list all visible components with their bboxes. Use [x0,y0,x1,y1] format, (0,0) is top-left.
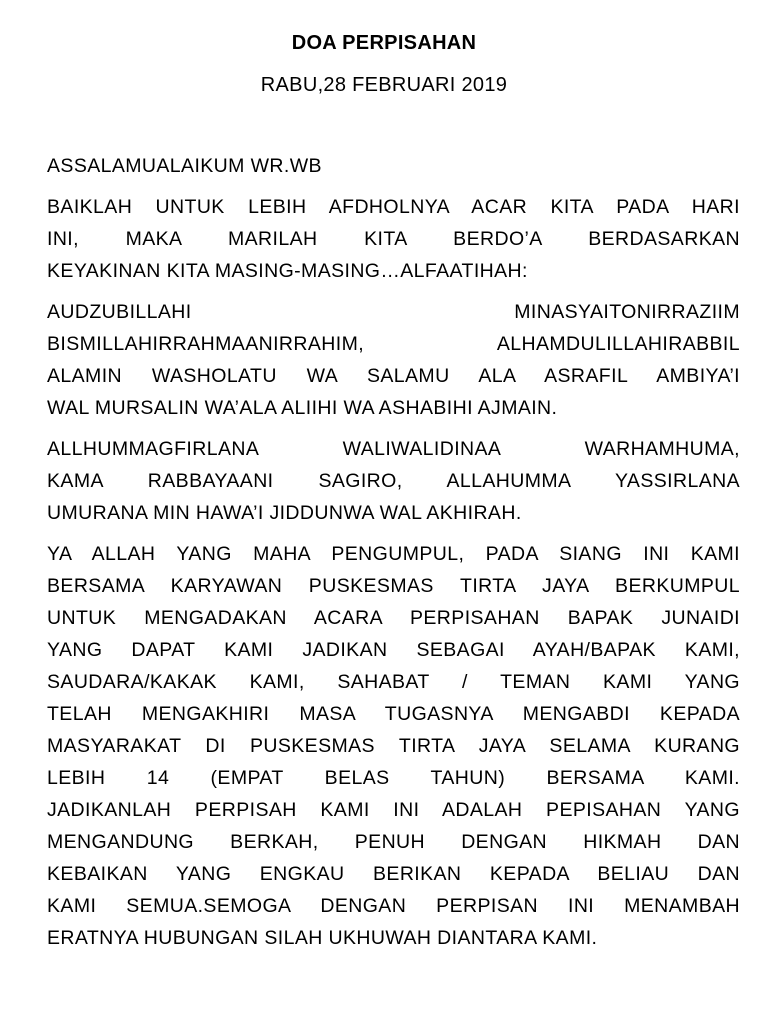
text-line: KAMI SEMUA.SEMOGA DENGAN PERPISAN INI MENAMBAH [47,895,740,917]
text-line: BAIKLAH UNTUK LEBIH AFDHOLNYA ACAR KITA PADA HARI [47,196,740,218]
text-line: INI, MAKA MARILAH KITA BERDO’A BERDASARKAN [47,228,740,250]
text-line: UNTUK MENGADAKAN ACARA PERPISAHAN BAPAK JUNAIDI [47,607,740,629]
text-line: ASSALAMUALAIKUM WR.WB [47,155,322,177]
text-line: ALLHUMMAGFIRLANA WALIWALIDINAA WARHAMHUMA, [47,438,740,460]
paragraph-prayer-parents [47,433,740,529]
text-line: LEBIH 14 (EMPAT BELAS TAHUN) BERSAMA KAMI. [47,767,740,789]
text-line: ERATNYA HUBUNGAN SILAH UKHUWAH DIANTARA KAMI. [47,927,598,949]
text-line: KEYAKINAN KITA MASING-MASING…ALFAATIHAH: [47,260,528,282]
text-line: YANG DAPAT KAMI JADIKAN SEBAGAI AYAH/BAPAK KAMI, [47,639,740,661]
document-title: DOA PERPISAHAN [291,32,477,54]
text-line: BISMILLAHIRRAHMAANIRRAHIM, ALHAMDULILLAHIRABBIL [47,333,740,355]
text-line: BERSAMA KARYAWAN PUSKESMAS TIRTA JAYA BERKUMPUL [47,575,740,597]
paragraph-opening [47,191,740,287]
document-date: RABU,28 FEBRUARI 2019 [260,74,508,96]
text-line: KAMA RABBAYAANI SAGIRO, ALLAHUMMA YASSIRLANA [47,470,740,492]
text-line: WAL MURSALIN WA’ALA ALIIHI WA ASHABIHI AJMAIN. [47,397,558,419]
paragraph-main-prayer [47,538,740,954]
text-line: JADIKANLAH PERPISAH KAMI INI ADALAH PEPISAHAN YANG [47,799,740,821]
text-line: SAUDARA/KAKAK KAMI, SAHABAT / TEMAN KAMI YANG [47,671,740,693]
text-line: UMURANA MIN HAWA’I JIDDUNWA WAL AKHIRAH. [47,502,522,524]
text-line: MENGANDUNG BERKAH, PENUH DENGAN HIKMAH DAN [47,831,740,853]
text-line: ALAMIN WASHOLATU WA SALAMU ALA ASRAFIL AMBIYA’I [47,365,740,387]
greeting [47,150,740,182]
text-line: YA ALLAH YANG MAHA PENGUMPUL, PADA SIANG INI KAMI [47,543,740,565]
text-line: AUDZUBILLAHI MINASYAITONIRRAZIIM [47,301,740,323]
text-line: MASYARAKAT DI PUSKESMAS TIRTA JAYA SELAMA KURANG [47,735,740,757]
document-body [47,150,740,963]
text-line: KEBAIKAN YANG ENGKAU BERIKAN KEPADA BELIAU DAN [47,863,740,885]
paragraph-taawudz [47,296,740,424]
text-line: TELAH MENGAKHIRI MASA TUGASNYA MENGABDI KEPADA [47,703,740,725]
